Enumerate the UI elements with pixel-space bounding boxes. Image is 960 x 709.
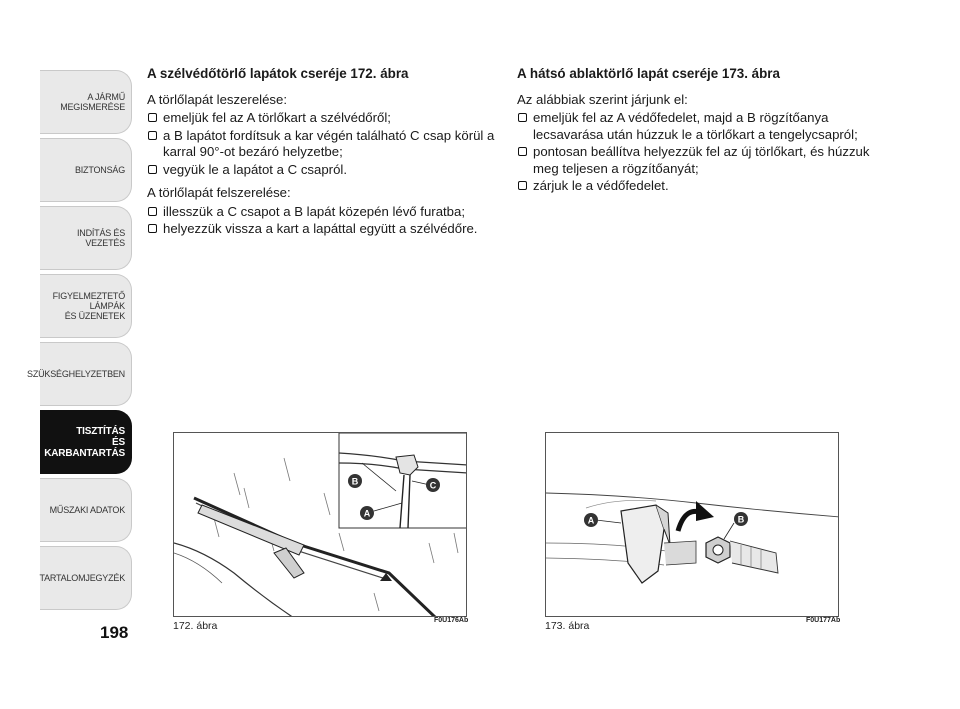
tab-safety[interactable]: [40, 138, 132, 202]
callout-label-c: C: [429, 480, 437, 491]
tab-label: A JÁRMŰ MEGISMERÉSE: [60, 92, 125, 112]
list-item: emeljük fel az A védőfedelet, majd a B rögzítőanya lecsavarása után húzzuk le a törlőkart a tengelycsapról;: [517, 110, 877, 143]
callout-b: [348, 474, 362, 488]
figure-173-caption: 173. ábra: [545, 620, 590, 632]
windscreen-wiper-section: [147, 66, 507, 245]
list-item: illesszük a C csapot a B lapát közepén lévő furatba;: [147, 204, 507, 221]
tab-technical-data[interactable]: [40, 478, 132, 542]
windscreen-wiper-illustration: [174, 433, 467, 617]
figure-172-windscreen-wiper: [173, 432, 467, 617]
section-heading: A hátsó ablaktörlő lapát cseréje 173. ábra: [517, 66, 780, 81]
tab-warning-lights[interactable]: [40, 274, 132, 338]
tab-cleaning-maintenance[interactable]: [40, 410, 132, 474]
figure-173-rear-wiper: [545, 432, 839, 617]
callout-label-b: B: [351, 476, 359, 487]
list-item: a B lapátot fordítsuk a kar végén található C csap körül a karral 90°-ot bezáró helyzetbe;: [147, 128, 507, 161]
procedure-intro: Az alábbiak szerint járjunk el:: [517, 91, 688, 107]
callout-b: [734, 512, 748, 526]
install-steps: [147, 204, 507, 238]
rear-wiper-illustration: [546, 433, 839, 617]
removal-intro: A törlőlapát leszerelése:: [147, 91, 288, 107]
figure-172-code: F0U176Ab: [434, 617, 469, 624]
removal-steps: [147, 110, 507, 178]
tab-label: FIGYELMEZTETŐ LÁMPÁK ÉS ÜZENETEK: [52, 291, 125, 321]
tab-label: MŰSZAKI ADATOK: [49, 505, 125, 515]
callout-a: [584, 513, 598, 527]
section-heading: A szélvédőtörlő lapátok cseréje 172. ábra: [147, 66, 409, 81]
figure-173-code: F0U177Ab: [806, 617, 841, 624]
tab-emergency[interactable]: [27, 342, 132, 406]
callout-label-b: B: [737, 514, 745, 525]
figure-172-caption: 172. ábra: [173, 620, 218, 632]
list-item: pontosan beállítva helyezzük fel az új törlőkart, és húzzuk meg teljesen a rögzítőanyát;: [517, 144, 877, 177]
tab-vehicle-intro[interactable]: [40, 70, 132, 134]
tab-label: SZÜKSÉGHELYZETBEN: [27, 369, 125, 379]
page-number: 198: [100, 623, 129, 642]
rear-wiper-section: [517, 66, 877, 202]
list-item: emeljük fel az A törlőkart a szélvédőről;: [147, 110, 507, 127]
callout-a: [360, 506, 374, 520]
list-item: zárjuk le a védőfedelet.: [517, 178, 877, 195]
tab-label: BIZTONSÁG: [74, 165, 125, 175]
list-item: helyezzük vissza a kart a lapáttal együtt a szélvédőre.: [147, 221, 507, 238]
callout-c: [426, 478, 440, 492]
tab-label: TARTALOMJEGYZÉK: [39, 573, 125, 583]
callout-label-a: A: [363, 508, 371, 519]
tab-label: TISZTÍTÁS ÉS KARBANTARTÁS: [44, 425, 125, 459]
callout-label-a: A: [587, 515, 595, 526]
tab-index[interactable]: [40, 546, 132, 610]
list-item: vegyük le a lapátot a C csapról.: [147, 162, 507, 179]
tab-starting-driving[interactable]: [40, 206, 132, 270]
tab-label: INDÍTÁS ÉS VEZETÉS: [76, 228, 125, 248]
procedure-steps: [517, 110, 877, 195]
install-intro: A törlőlapát felszerelése:: [147, 185, 291, 200]
